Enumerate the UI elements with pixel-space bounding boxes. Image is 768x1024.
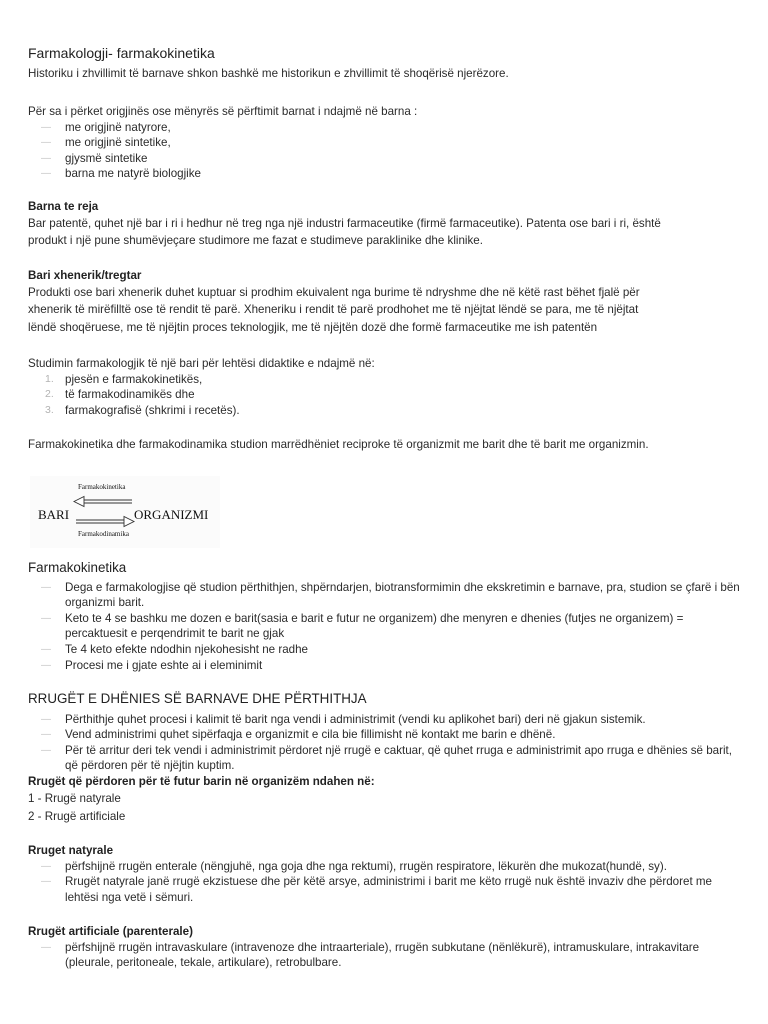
diagram-top-label: Farmakokinetika [78,483,126,491]
list-text: farmakografisë (shkrimi i recetës). [65,403,240,417]
list-item: — Përthithje quhet procesi i kalimit të barit nga vendi i administrimit (vendi ku aplikohet bari) deri në gjakun sistemik. [28,712,740,728]
pk-list [28,580,740,674]
diagram-left-label: BARI [38,507,70,522]
routes-section [28,691,740,826]
list-item: — Keto te 4 se bashku me dozen e barit(sasia e barit e futur ne organizem) dhe menyren e dhenies (futjes ne organizem) = percaktuesit e perqendrimit te barit ne gjak [28,611,740,642]
routes-subheading: Rrugët që përdoren për të futur barin në organizëm ndahen në: [28,774,375,788]
list-item [28,387,740,403]
origin-list [28,120,740,182]
list-text: të farmakodinamikës dhe [65,388,195,402]
list-number: 3. [45,403,54,416]
origin-section [28,104,740,182]
paragraph-line: lëndë shoqëruese, me të njëjtin proces teknologjik, me të njëjtën dozë dhe formë farmaceutike me ish patentën [28,320,598,334]
artificial-routes-section [28,924,740,971]
pk-heading: Farmakokinetika [28,560,127,575]
new-drugs-heading: Barna te reja [28,200,99,213]
origin-lead: Për sa i përket origjinës ose mënyrës së përftimit barnat i ndajmë në barna : [28,105,418,118]
route-type-line: 2 - Rrugë artificiale [28,809,126,823]
paragraph-line: Produkti ose bari xhenerik duhet kuptuar si prodhim ekuivalent nga burime të ndryshme dhe në këtë rast bëhet fjalë për [28,285,640,299]
intro-paragraph: Historiku i zhvillimit të barnave shkon bashkë me historikun e zhvillimit të shoqërisë njerëzore. [28,66,509,80]
list-text: pjesën e farmakokinetikës, [65,372,203,386]
list-number: 2. [45,388,54,401]
list-item: — me origjinë natyrore, [28,120,740,136]
paragraph-line: Bar patentë, quhet një bar i ri i hedhur në treg nga një industri farmaceutike (firmë farmaceutike). Patenta ose bari i ri, është [28,216,661,230]
list-item: — Procesi me i gjate eshte ai i eleminimit [28,658,740,674]
study-section [28,356,740,418]
list-item: — Për të arritur deri tek vendi i administrimit përdoret një rrugë e caktuar, që quhet rruga e administrimit apo rruga e dhënies së barit, që përdoren për të njëjtin kuptim. [28,743,740,774]
document-title: Farmakologji- farmakokinetika [28,45,215,61]
list-item: — Rrugët natyrale janë rrugë ekzistuese dhe për këtë arsye, administrimi i barit me këto rrugë nuk është invaziv dhe përdoret me lehtësi nga vetë i sëmuri. [28,874,740,905]
study-lead: Studimin farmakologjik të një bari për lehtësi didaktike e ndajmë në: [28,357,375,370]
diagram-right-label: ORGANIZMI [134,507,209,522]
study-summary [28,437,740,453]
natural-routes-heading: Rruget natyrale [28,844,114,857]
generic-section [28,268,740,336]
study-list [28,372,740,419]
list-item: — barna me natyrë biologjike [28,166,740,182]
list-item [28,403,740,419]
artificial-routes-list [28,940,740,971]
pk-section [28,560,740,673]
diagram-bottom-label: Farmakodinamika [78,530,129,538]
routes-list [28,712,740,774]
paragraph-line: produkt i një pune shumëvjeçare studimore me fazat e studimeve paraklinike dhe klinike. [28,234,483,248]
intro-section [28,46,740,81]
new-drugs-section [28,199,740,250]
list-item: — përfshijnë rrugën intravaskulare (intravenoze dhe intraarteriale), rrugën subkutane (nënlëkurë), intramuskulare, intrakavitare (pleurale, peritoneale, tekale, artikulare), retrobulbare. [28,940,740,971]
generic-heading: Bari xhenerik/tregtar [28,269,142,282]
routes-heading: RRUGËT E DHËNIES SË BARNAVE DHE PËRTHITHJA [28,691,367,706]
list-item: — përfshijnë rrugën enterale (nëngjuhë, nga goja dhe nga rektumi), rrugën respiratore, lëkurën dhe mukozat(hundë, sy). [28,859,740,875]
list-item: — Vend administrimi quhet sipërfaqja e organizmit e cila bie fillimisht në kontakt me barin e dhënë. [28,727,740,743]
natural-routes-list [28,859,740,906]
artificial-routes-heading: Rrugët artificiale (parenterale) [28,925,193,938]
route-type-line: 1 - Rrugë natyrale [28,791,121,805]
summary-paragraph: Farmakokinetika dhe farmakodinamika studion marrëdhëniet reciproke të organizmit me barit dhe të barit me organizmin. [28,438,649,451]
list-number: 1. [45,372,54,385]
drug-organism-diagram [30,476,220,548]
natural-routes-section [28,843,740,905]
list-item: — Dega e farmakologjise që studion përthithjen, shpërndarjen, biotransformimin dhe ekskretimin e barnave, pra, studion se çfarë i bën organizmi barit. [28,580,740,611]
list-item: — me origjinë sintetike, [28,135,740,151]
list-item [28,372,740,388]
list-item: — Te 4 keto efekte ndodhin njekohesisht ne radhe [28,642,740,658]
paragraph-line: xhenerik të mirëfilltë ose të rendit të parë. Xheneriku i rendit të parë prodhohet me të njëjtat lëndë se para, me të njëjtat [28,303,639,317]
list-item: — gjysmë sintetike [28,151,740,167]
diagram-graphic [30,476,220,548]
